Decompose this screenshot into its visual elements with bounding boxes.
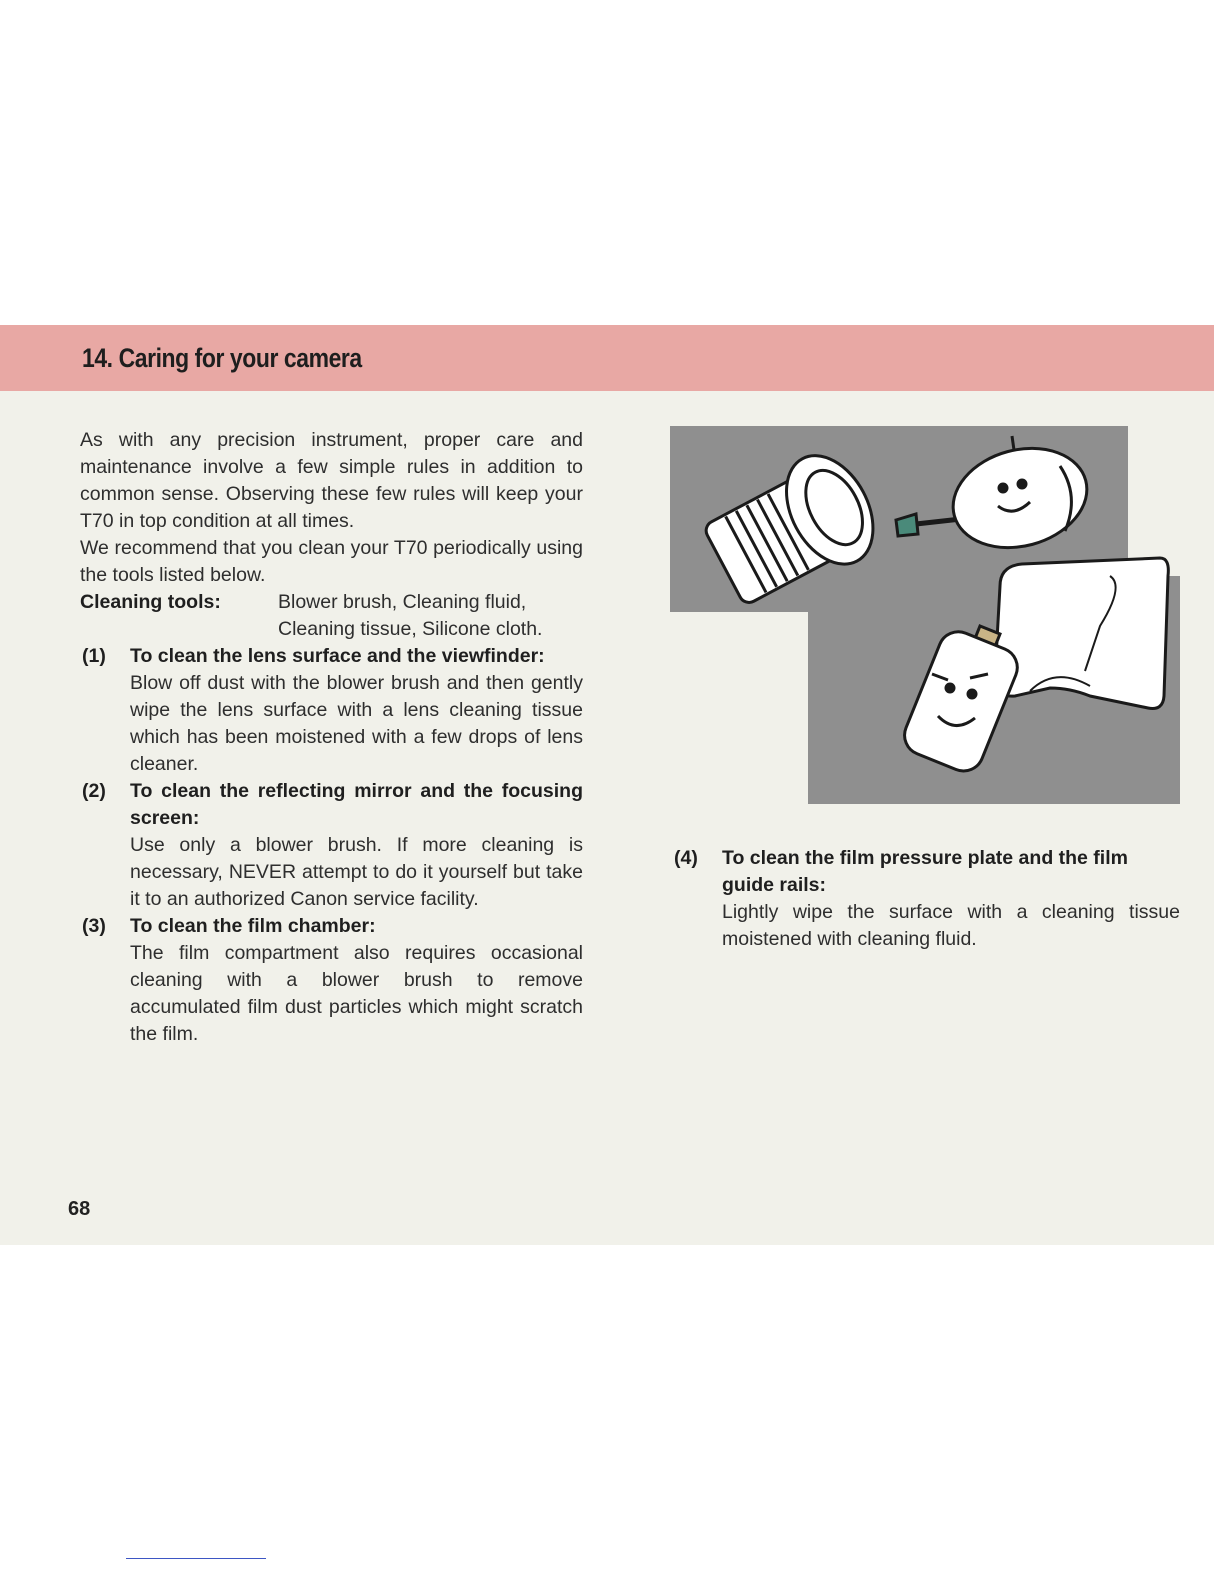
item-body: The film compartment also requires occasional cleaning with a blower brush to remove accumulated film dust particles which might scratch the film. bbox=[130, 942, 583, 1045]
item-number: (2) bbox=[82, 780, 106, 802]
intro-paragraph: As with any precision instrument, proper care and maintenance involve a few simple rules in addition to common sense. Observing these few rules will keep your T70 in top condition at all times. bbox=[80, 429, 583, 532]
instruction-item-1 bbox=[80, 643, 583, 778]
left-column bbox=[80, 427, 583, 1048]
item-heading: To clean the film chamber: bbox=[130, 915, 376, 937]
manual-page bbox=[0, 325, 1214, 1245]
cleaning-tools bbox=[80, 589, 583, 643]
intro-recommendation: We recommend that you clean your T70 periodically using the tools listed below. bbox=[80, 537, 583, 586]
top-rule bbox=[126, 1558, 266, 1559]
instruction-item-2 bbox=[80, 778, 583, 913]
item-number: (1) bbox=[82, 645, 106, 667]
cleaning-tools-label: Cleaning tools: bbox=[80, 591, 221, 613]
section-header-band bbox=[0, 325, 1214, 391]
item-heading: To clean the film pressure plate and the film guide rails: bbox=[722, 847, 1128, 896]
page-number: 68 bbox=[68, 1198, 91, 1220]
item-number: (4) bbox=[674, 847, 698, 869]
item-heading: To clean the lens surface and the viewfinder: bbox=[130, 645, 545, 667]
section-title: 14. Caring for your camera bbox=[82, 343, 362, 373]
item-number: (3) bbox=[82, 915, 106, 937]
item-body: Lightly wipe the surface with a cleaning tissue moistened with cleaning fluid. bbox=[722, 901, 1180, 950]
cleaning-tools-list: Blower brush, Cleaning fluid, Cleaning tissue, Silicone cloth. bbox=[278, 591, 543, 640]
item-body: Use only a blower brush. If more cleaning is necessary, NEVER attempt to do it yourself but take it to an authorized Canon service facility. bbox=[130, 834, 583, 910]
item-body: Blow off dust with the blower brush and then gently wipe the lens surface with a lens cleaning tissue which has been moistened with a few drops of lens cleaner. bbox=[130, 672, 583, 775]
cleaning-tools-illustration bbox=[670, 426, 1180, 806]
item-heading: To clean the reflecting mirror and the focusing screen: bbox=[130, 780, 583, 829]
instruction-item-3 bbox=[80, 913, 583, 1048]
instruction-item-4 bbox=[672, 845, 1180, 953]
right-column bbox=[672, 845, 1180, 953]
cleaning-tissue-icon bbox=[995, 558, 1168, 709]
